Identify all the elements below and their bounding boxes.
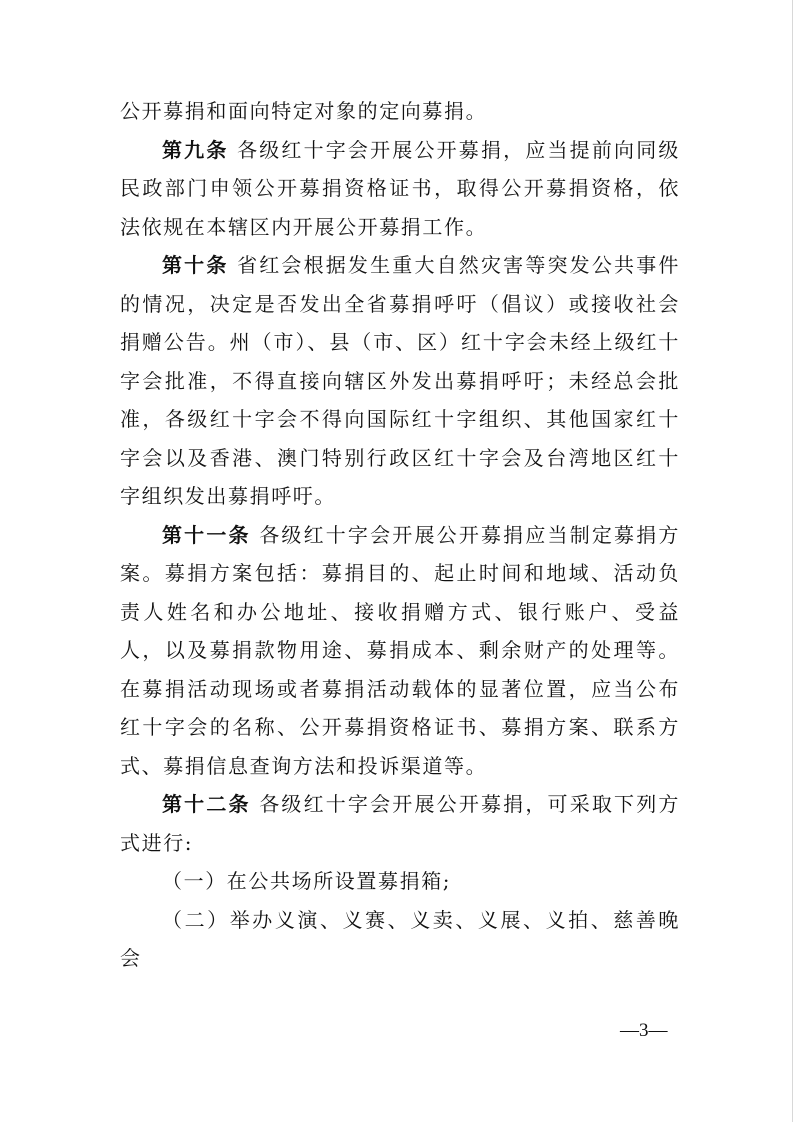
paragraph-article-11 [120,516,680,786]
article-heading: 第十一条 [162,522,251,547]
paragraph-article-9 [120,131,680,247]
paragraph-text: （二）举办义演、义赛、义卖、义展、义拍、慈善晚会 [120,907,680,970]
paragraph-article-10 [120,246,680,516]
document-body [120,92,680,978]
paragraph-text: 省红会根据发生重大自然灾害等突发公共事件的情况，决定是否发出全省募捐呼吁（倡议）或接收社会捐赠公告。州（市）、县（市、区）红十字会未经上级红十字会批准，不得直接向辖区外发出募捐呼吁；未经总会批准，各级红十字会不得向国际红十字组织、其他国家红十字会以及香港、澳门特别行政区红十字会及台湾地区红十字组织发出募捐呼吁。 [120,253,680,508]
paragraph-text: 公开募捐和面向特定对象的定向募捐。 [120,99,488,123]
page-number: —3— [620,1020,668,1041]
article-heading: 第十条 [162,253,229,277]
paragraph-text: 各级红十字会开展公开募捐，应当提前向同级民政部门申领公开募捐资格证书，取得公开募捐资格，依法依规在本辖区内开展公开募捐工作。 [120,137,680,239]
paragraph-text: 各级红十字会开展公开募捐应当制定募捐方案。募捐方案包括：募捐目的、起止时间和地域、活动负责人姓名和办公地址、接收捐赠方式、银行账户、受益人，以及募捐款物用途、募捐成本、剩余财产的处理等。在募捐活动现场或者募捐活动载体的显著位置，应当公布红十字会的名称、公开募捐资格证书、募捐方案、联系方式、募捐信息查询方法和投诉渠道等。 [120,522,680,778]
list-item-1 [120,862,680,901]
paragraph-text: 各级红十字会开展公开募捐，可采取下列方式进行: [120,792,680,855]
paragraph-article-12 [120,785,680,862]
list-item-2 [120,901,680,978]
article-heading: 第九条 [162,137,229,162]
paragraph-text: （一）在公共场所设置募捐箱; [162,869,452,893]
paragraph-1 [120,92,680,131]
article-heading: 第十二条 [162,792,251,816]
